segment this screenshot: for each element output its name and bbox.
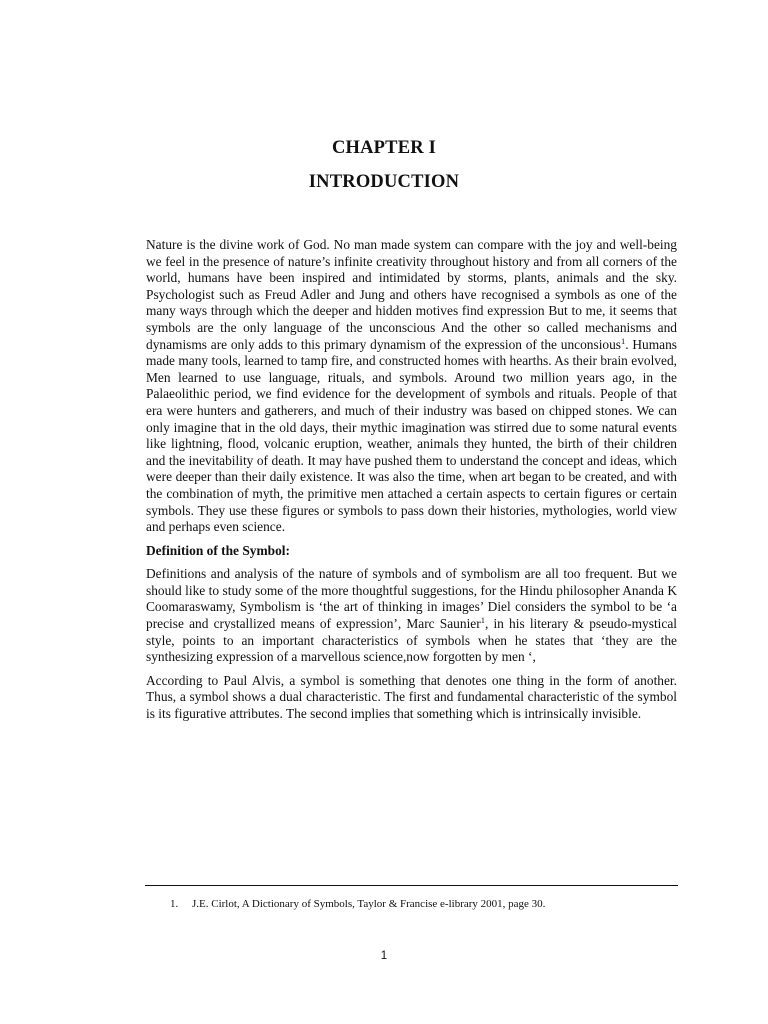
paragraph-intro: [146, 237, 677, 536]
paragraph-definition: [146, 566, 677, 666]
paragraph-intro-part-1: Nature is the divine work of God. No man made system can compare with the joy and well-being we feel in the presence of nature’s infinite creativity throughout history and from all corners of the world, humans have been inspired and intimidated by storms, plants, animals and the sky. Psychologist such as Freud Adler and Jung and others have recognised a symbols as one of the many ways through which the deeper and hidden motives find expression But to me, it seems that symbols are the only language of the unconscious And the other so called mechanisms and dynamisms are only adds to this primary dynamism of the expression of the unconsious: [146, 237, 677, 352]
chapter-label: CHAPTER I: [331, 138, 437, 158]
paragraph-alvis: According to Paul Alvis, a symbol is something that denotes one thing in the form of another. Thus, a symbol shows a dual characteristic. The first and fundamental characteristic of the symbol is its figurative attributes. The second implies that something which is intrinsically invisible.: [146, 672, 677, 722]
footnote: [170, 898, 545, 910]
footnote-text: J.E. Cirlot, A Dictionary of Symbols, Taylor & Francise e-library 2001, page 30.: [192, 898, 546, 910]
paragraph-definition-part-1: Definitions and analysis of the nature of symbols and of symbolism are all too frequent. But we should like to study some of the more thoughtful suggestions, for the Hindu philosopher Ananda K Coomaraswamy, Symbolism is ‘the art of thinking in images’ Diel considers the symbol to be ‘a precise and crystallized means of expression’, Marc Saunier: [146, 566, 677, 632]
footnote-divider: [145, 885, 678, 886]
footnote-number: 1.: [170, 898, 179, 910]
footnote-reference[interactable]: 1: [480, 615, 485, 626]
body-text: [146, 237, 677, 730]
paragraph-definition-part-2: , in his literary & pseudo-mystical style, points to an important characteristics of symbols when he states that ‘they are the synthesizing expression of a marvellous science,now forgotten by men ‘,: [146, 616, 677, 665]
paragraph-intro-part-2: . Humans made many tools, learned to tamp fire, and constructed homes with hearths. As their brain evolved, Men learned to use language, rituals, and symbols. Around two million years ago, in the Palaeolithic period, we find evidence for the development of symbols and rituals. People of that era were hunters and gatherers, and much of their industry was based on chipped stones. We can only imagine that in the old days, their mythic imagination was stirred due to some natural events like lightning, flood, volcanic eruption, weather, animals they hunted, the birth of their children and the inevitability of death. It may have pushed them to understand the concept and ideas, which were deeper than their daily existence. It was also the time, when art began to be created, and with the combination of myth, the primitive men attached a certain aspects to certain figures or certain symbols. They use these figures or symbols to pass down their histories, mythologies, world view and perhaps even science.: [146, 336, 677, 535]
chapter-title: INTRODUCTION: [308, 172, 460, 192]
section-heading: Definition of the Symbol:: [146, 542, 290, 558]
page-number: 1: [380, 950, 388, 962]
footnote-reference[interactable]: 1: [621, 335, 626, 346]
